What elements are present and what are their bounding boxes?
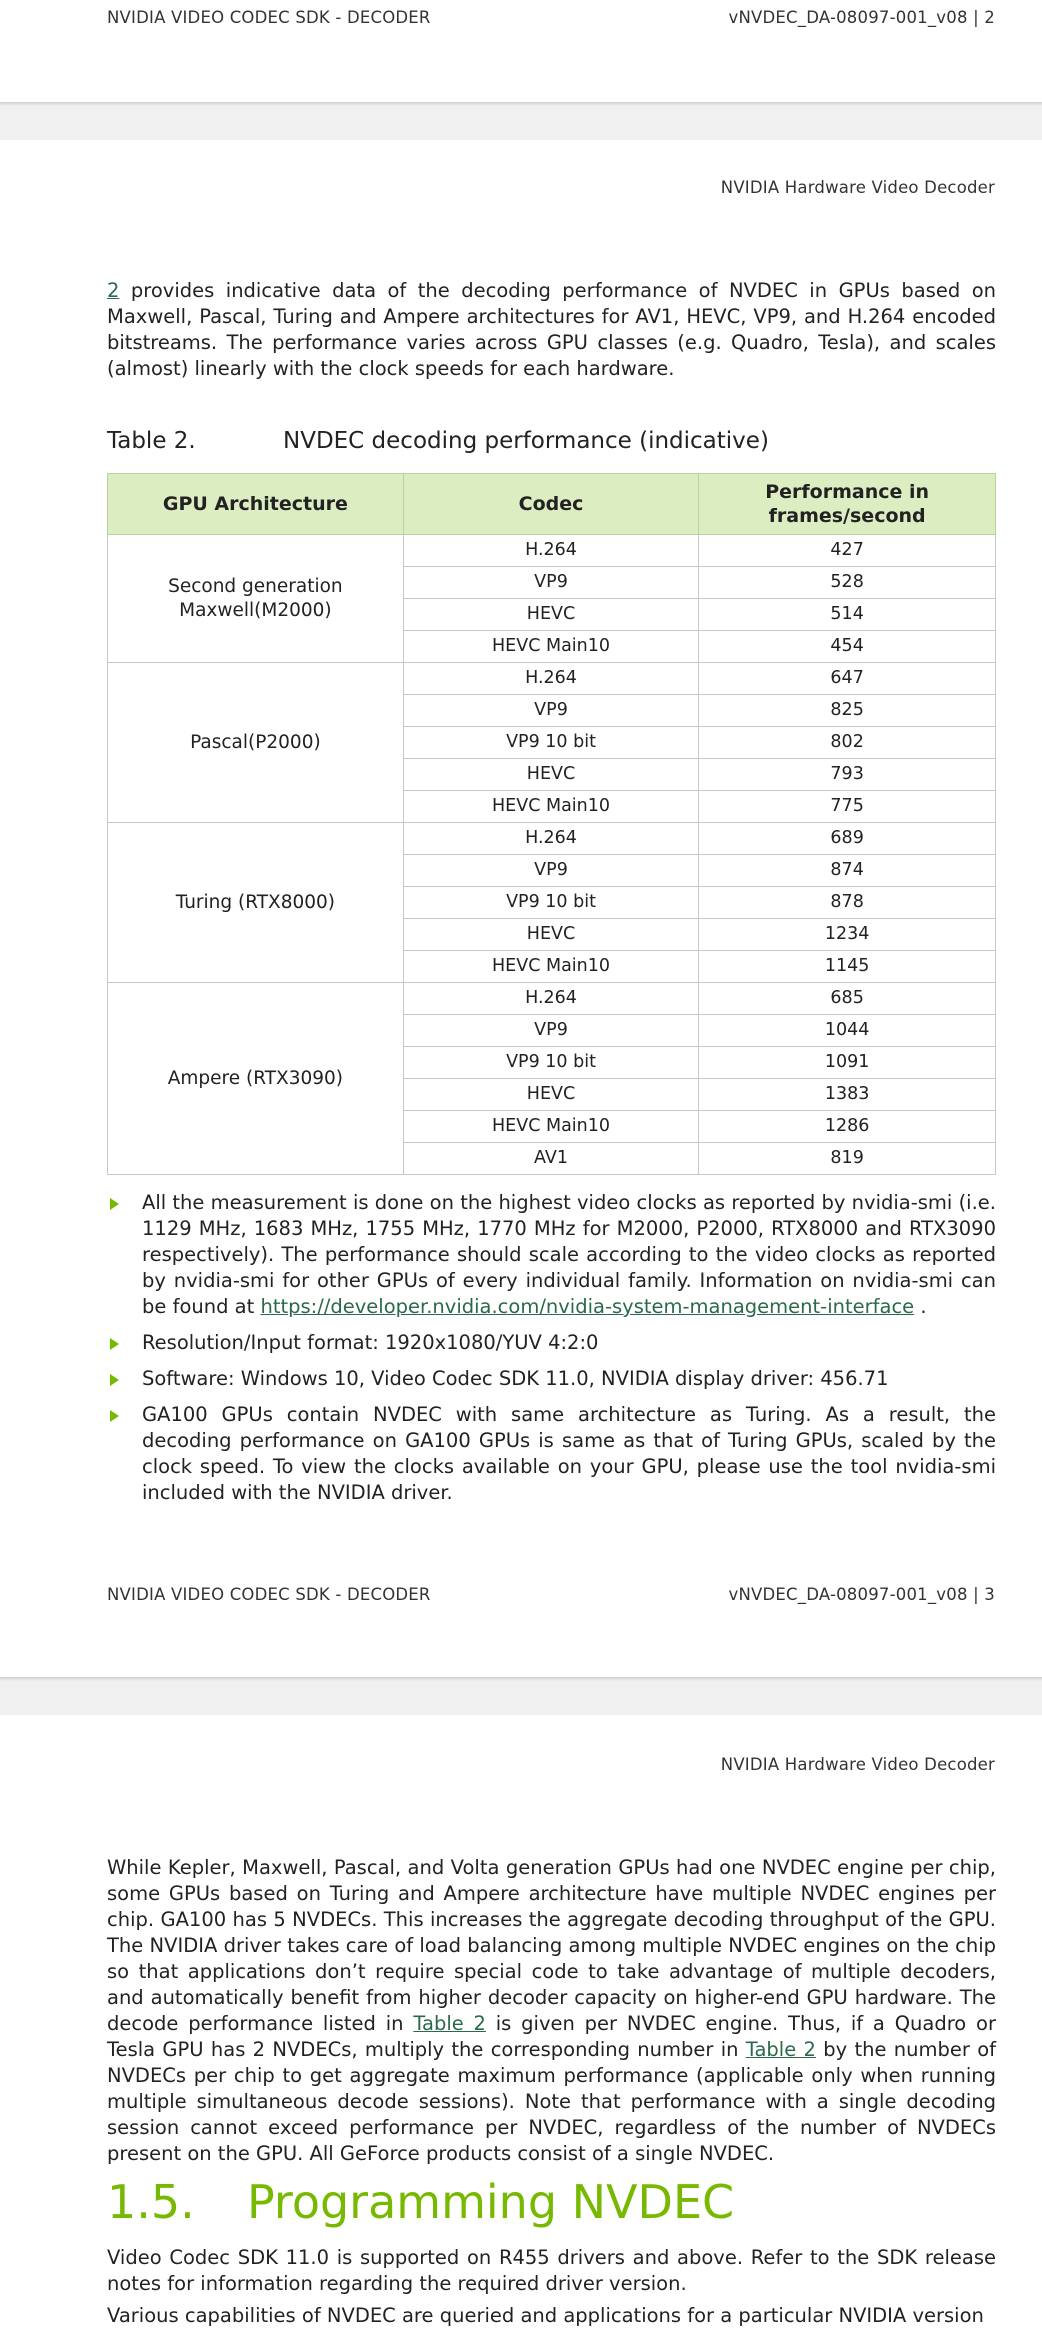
codec-cell: HEVC Main10: [403, 631, 699, 663]
table-header-row: [108, 474, 996, 535]
header-gpu-architecture: GPU Architecture: [108, 474, 404, 535]
codec-cell: H.264: [403, 535, 699, 567]
page-footer-left: NVIDIA VIDEO CODEC SDK - DECODER: [107, 8, 431, 27]
fps-cell: 685: [699, 983, 996, 1015]
page-footer-right: vNVDEC_DA-08097-001_v08 | 2: [728, 8, 995, 27]
codec-cell: HEVC Main10: [403, 791, 699, 823]
programming-paragraph: Video Codec SDK 11.0 is supported on R455 drivers and above. Refer to the SDK release notes for information regarding the required driver version.: [107, 2246, 996, 2295]
fps-cell: 1091: [699, 1047, 996, 1079]
table-row: [108, 823, 996, 855]
fps-cell: 878: [699, 887, 996, 919]
codec-cell: HEVC Main10: [403, 951, 699, 983]
intro-text: provides indicative data of the decoding performance of NVDEC in GPUs based on Maxwell, Pascal, Turing and Ampere architectures for AV1, HEVC, VP9, and H.264 encoded bitstreams. The performance varies across GPU classes (e.g. Quadro, Tesla), and scales (almost) linearly with the clock speeds for each hardware.: [107, 279, 996, 380]
intro-paragraph: [107, 278, 996, 382]
codec-cell: VP9: [403, 855, 699, 887]
multi-nvdec-paragraph: While Kepler, Maxwell, Pascal, and Volta generation GPUs had one NVDEC engine per chip, some GPUs based on Turing and Ampere architecture have multiple NVDEC engines per chip. GA100 has 5 NVDECs. This increases the aggregate decoding throughput of the GPU. The NVIDIA driver takes care of load balancing among multiple NVDEC engines on the chip so that applications don’t require special code to take advantage of multiple decoders, and automatically benefit from higher decoder capacity on higher-end GPU hardware. The decode performance listed in Table 2 is given per NVDEC engine. Thus, if a Quadro or Tesla GPU has 2 NVDECs, multiply the corresponding number in Table 2 by the number of NVDECs per chip to get aggregate maximum performance (applicable only when running multiple simultaneous decode sessions). Note that performance with a single decoding session cannot exceed performance per NVDEC, regardless of the number of NVDECs present on the GPU. All GeForce products consist of a single NVDEC.: [107, 1856, 997, 2165]
list-item: All the measurement is done on the highest video clocks as reported by nvidia-smi (i.e. 1129 MHz, 1683 MHz, 1755 MHz, 1770 MHz for M2000, P2000, RTX8000 and RTX3090 respectively). The performance should scale according to the video clocks as reported by nvidia-smi for other GPUs of every individual family. Information on nvidia-smi can be found at https://developer.nvidia.com/nvidia-system-management-interface .: [107, 1190, 996, 1320]
programming-paragraph-continued: Various capabilities of NVDEC are queried and applications for a particular NVIDIA version: [107, 2304, 984, 2327]
fps-cell: 1234: [699, 919, 996, 951]
arch-cell: Ampere (RTX3090): [108, 983, 404, 1175]
list-item: GA100 GPUs contain NVDEC with same architecture as Turing. As a result, the decoding performance on GA100 GPUs is same as that of Turing GPUs, scaled by the clock speed. To view the clocks available on your GPU, please use the tool nvidia-smi included with the NVIDIA driver.: [107, 1402, 996, 1506]
table-caption: [107, 428, 769, 454]
performance-table: [107, 473, 996, 1175]
section-heading: [107, 2175, 734, 2229]
page-footer-left: NVIDIA VIDEO CODEC SDK - DECODER: [107, 1585, 431, 1604]
codec-cell: VP9 10 bit: [403, 1047, 699, 1079]
codec-cell: H.264: [403, 983, 699, 1015]
page-separator: [0, 102, 1042, 140]
list-item: Software: Windows 10, Video Codec SDK 11.0, NVIDIA display driver: 456.71: [107, 1366, 996, 1392]
codec-cell: VP9 10 bit: [403, 887, 699, 919]
page-footer-right: vNVDEC_DA-08097-001_v08 | 3: [728, 1585, 995, 1604]
fps-cell: 825: [699, 695, 996, 727]
fps-cell: 454: [699, 631, 996, 663]
table-caption-title: NVDEC decoding performance (indicative): [283, 428, 769, 454]
codec-cell: H.264: [403, 663, 699, 695]
section-number: 1.5.: [107, 2175, 195, 2229]
bullet-triangle-icon: [110, 1338, 119, 1350]
codec-cell: VP9: [403, 695, 699, 727]
fps-cell: 528: [699, 567, 996, 599]
notes-list: [107, 1190, 996, 1516]
fps-cell: 1286: [699, 1111, 996, 1143]
section-title: Programming NVDEC: [247, 2175, 735, 2229]
fps-cell: 689: [699, 823, 996, 855]
codec-cell: AV1: [403, 1143, 699, 1175]
header-codec: Codec: [403, 474, 699, 535]
codec-cell: HEVC: [403, 599, 699, 631]
codec-cell: HEVC: [403, 759, 699, 791]
fps-cell: 874: [699, 855, 996, 887]
running-header: NVIDIA Hardware Video Decoder: [720, 178, 995, 197]
codec-cell: HEVC: [403, 1079, 699, 1111]
fps-cell: 647: [699, 663, 996, 695]
codec-cell: HEVC Main10: [403, 1111, 699, 1143]
bullet-triangle-icon: [110, 1410, 119, 1422]
fps-cell: 427: [699, 535, 996, 567]
nvidia-smi-link[interactable]: https://developer.nvidia.com/nvidia-system-management-interface: [260, 1295, 915, 1318]
fps-cell: 514: [699, 599, 996, 631]
table-row: [108, 535, 996, 567]
arch-cell: Pascal(P2000): [108, 663, 404, 823]
codec-cell: H.264: [403, 823, 699, 855]
bullet-triangle-icon: [110, 1198, 119, 1210]
fps-cell: 819: [699, 1143, 996, 1175]
table-caption-label: Table 2.: [107, 428, 196, 454]
fps-cell: 775: [699, 791, 996, 823]
arch-cell: Turing (RTX8000): [108, 823, 404, 983]
fps-cell: 1044: [699, 1015, 996, 1047]
table-reference-link[interactable]: 2: [107, 279, 120, 302]
header-performance: Performance in frames/second: [699, 474, 996, 535]
fps-cell: 802: [699, 727, 996, 759]
codec-cell: VP9: [403, 567, 699, 599]
fps-cell: 1383: [699, 1079, 996, 1111]
table-row: [108, 663, 996, 695]
codec-cell: HEVC: [403, 919, 699, 951]
bullet-triangle-icon: [110, 1374, 119, 1386]
arch-cell: Second generation Maxwell(M2000): [108, 535, 404, 663]
codec-cell: VP9 10 bit: [403, 727, 699, 759]
codec-cell: VP9: [403, 1015, 699, 1047]
list-item: Resolution/Input format: 1920x1080/YUV 4:2:0: [107, 1330, 996, 1356]
page-separator: [0, 1677, 1042, 1715]
table-row: [108, 983, 996, 1015]
fps-cell: 793: [699, 759, 996, 791]
table-2-link[interactable]: Table 2: [745, 2038, 816, 2061]
table-2-link[interactable]: Table 2: [413, 2012, 486, 2035]
running-header: NVIDIA Hardware Video Decoder: [720, 1755, 995, 1774]
fps-cell: 1145: [699, 951, 996, 983]
